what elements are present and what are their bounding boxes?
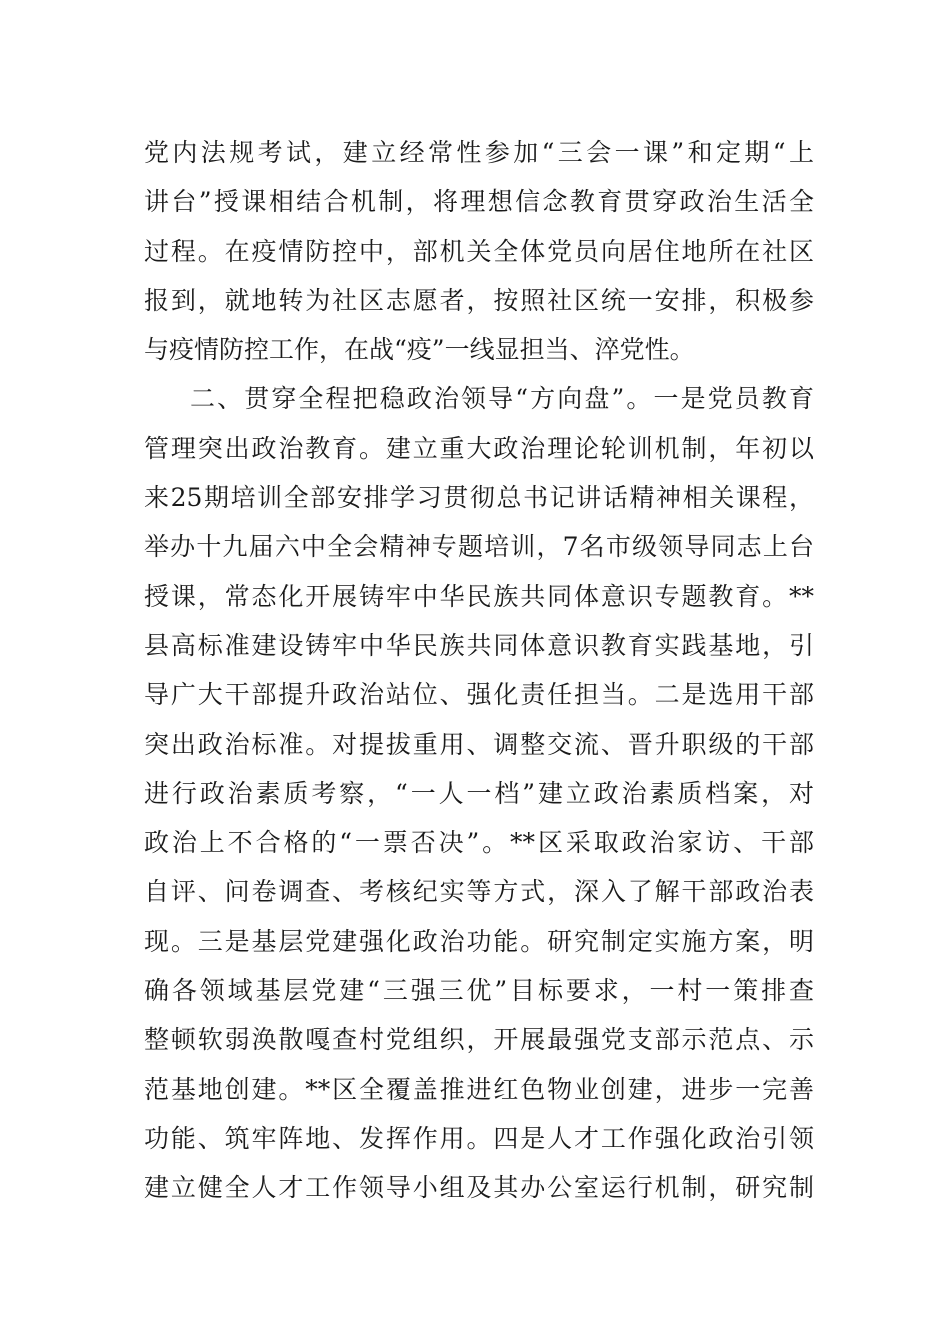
text-line-7: 管理突出政治教育。建立重大政治理论轮训机制，年初以 bbox=[144, 433, 814, 463]
text-line-18: 确各领域基层党建“三强三优”目标要求，一村一策排查 bbox=[144, 976, 814, 1006]
text-line-22: 建立健全人才工作领导小组及其办公室运行机制，研究制 bbox=[144, 1173, 814, 1203]
text-line-10: 授课，常态化开展铸牢中华民族共同体意识专题教育。** bbox=[144, 581, 814, 611]
text-line-21: 功能、筑牢阵地、发挥作用。四是人才工作强化政治引领 bbox=[144, 1123, 814, 1153]
text-line-12: 导广大干部提升政治站位、强化责任担当。二是选用干部 bbox=[144, 680, 814, 710]
text-line-14: 进行政治素质考察，“一人一档”建立政治素质档案，对 bbox=[144, 778, 814, 808]
section-heading-line: 二、贯穿全程把稳政治领导“方向盘”。一是党员教育 bbox=[190, 384, 814, 414]
text-line-1: 党内法规考试，建立经常性参加“三会一课”和定期“上 bbox=[144, 138, 814, 167]
text-line-13: 突出政治标准。对提拔重用、调整交流、晋升职级的干部 bbox=[144, 729, 814, 759]
text-line-5: 与疫情防控工作，在战“疫”一线显担当、淬党性。 bbox=[144, 335, 695, 365]
text-line-9: 举办十九届六中全会精神专题培训，7名市级领导同志上台 bbox=[144, 532, 814, 562]
text-line-20: 范基地创建。**区全覆盖推进红色物业创建，进步一完善 bbox=[144, 1074, 814, 1104]
text-line-19: 整顿软弱涣散嘎查村党组织，开展最强党支部示范点、示 bbox=[144, 1025, 814, 1055]
text-line-8: 来25期培训全部安排学习贯彻总书记讲话精神相关课程， bbox=[144, 483, 814, 513]
text-line-3: 过程。在疫情防控中，部机关全体党员向居住地所在社区 bbox=[144, 236, 814, 266]
text-line-15: 政治上不合格的“一票否决”。**区采取政治家访、干部 bbox=[144, 828, 814, 858]
body-text bbox=[144, 128, 814, 1213]
text-line-16: 自评、问卷调查、考核纪实等方式，深入了解干部政治表 bbox=[144, 877, 814, 907]
text-line-11: 县高标准建设铸牢中华民族共同体意识教育实践基地，引 bbox=[144, 630, 814, 660]
text-line-4: 报到，就地转为社区志愿者，按照社区统一安排，积极参 bbox=[144, 285, 814, 315]
text-line-2: 讲台”授课相结合机制，将理想信念教育贯穿政治生活全 bbox=[144, 187, 814, 217]
text-line-17: 现。三是基层党建强化政治功能。研究制定实施方案，明 bbox=[144, 926, 814, 956]
